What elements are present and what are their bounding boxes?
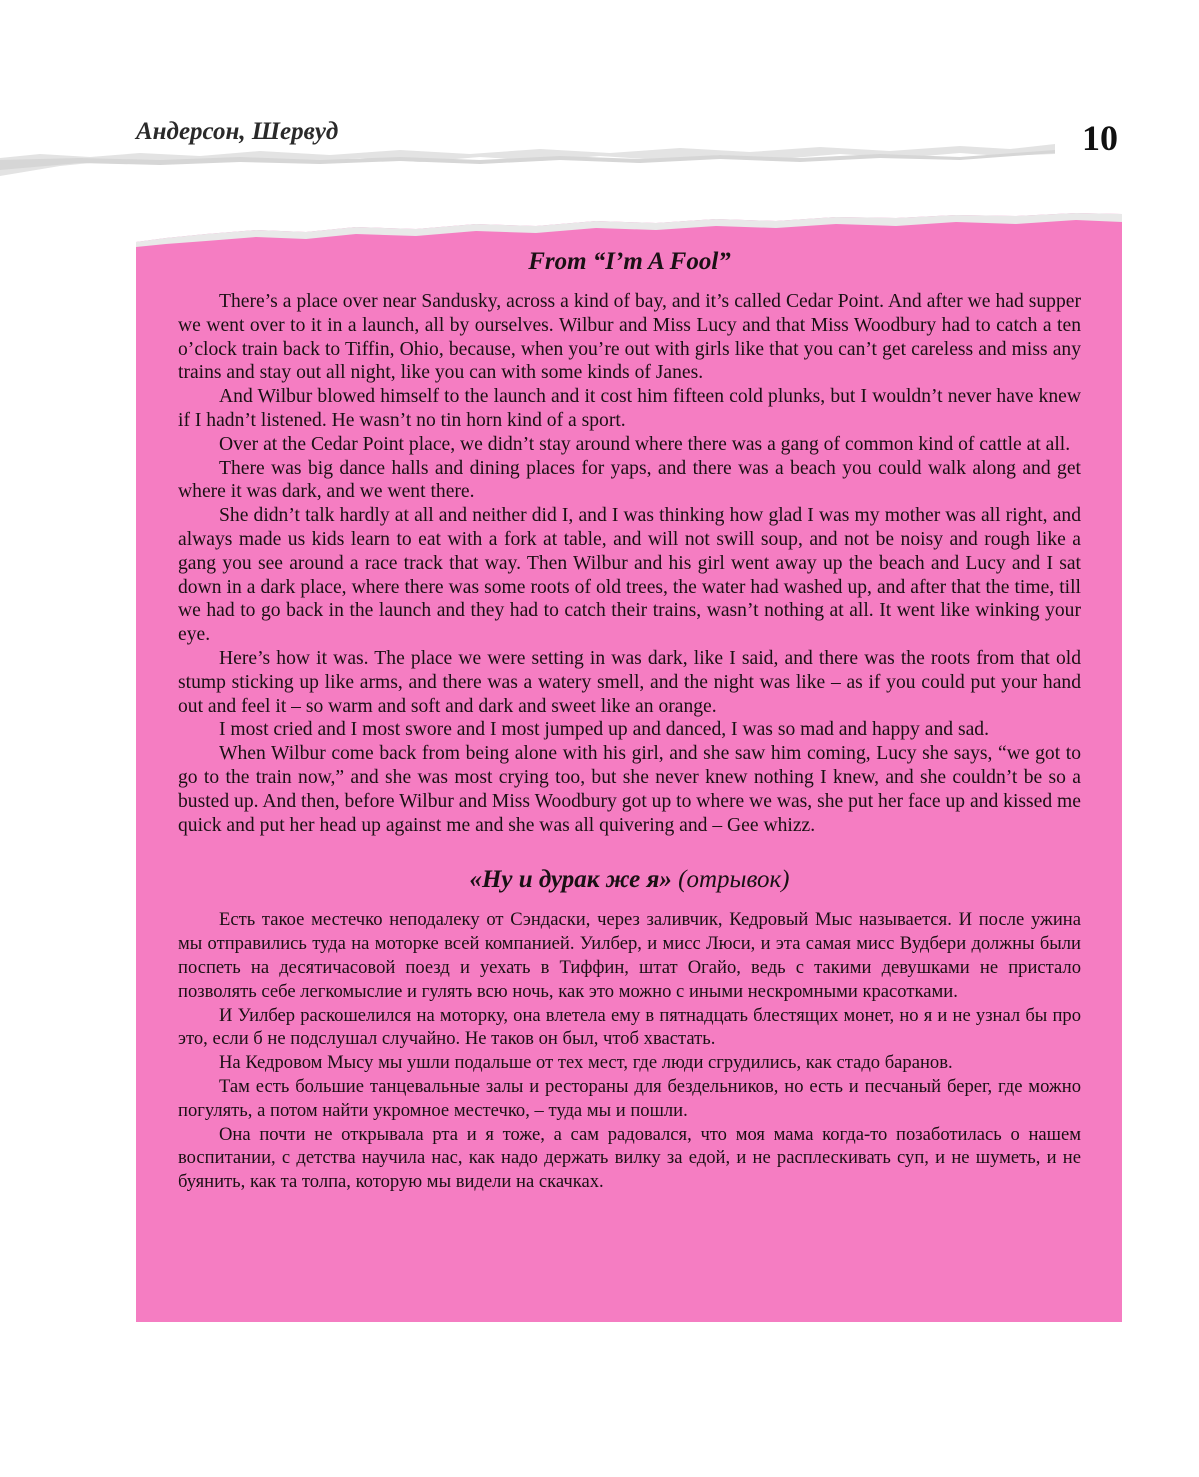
- english-paragraph: She didn’t talk hardly at all and neither did I, and I was thinking how glad I was my mother was all right, and always made us kids learn to eat with a fork at table, and will not swill soup, and not be noisy and rough like a gang you see around a race track that way. Then Wilbur and his girl went away up the beach and Lucy and I sat down in a dark place, where there was some roots of old trees, the water had washed up, and after that the time, till we had to go back in the launch and they had to catch their trains, wasn’t nothing at all. It went like winking your eye.: [178, 505, 1081, 646]
- english-paragraph: And Wilbur blowed himself to the launch and it cost him fifteen cold plunks, but I wouldn’t never have knew if I hadn’t listened. He wasn’t no tin horn kind of a sport.: [178, 386, 1081, 431]
- page-number: 10: [1082, 118, 1118, 158]
- running-header-author: Андерсон, Шервуд: [136, 118, 339, 145]
- english-paragraph: There was big dance halls and dining places for yaps, and there was a beach you could walk along and get where it was dark, and we went there.: [178, 457, 1081, 503]
- russian-excerpt: [178, 908, 1081, 1194]
- english-excerpt: [178, 290, 1081, 837]
- english-paragraph: I most cried and I most swore and I most jumped up and danced, I was so mad and happy and sad.: [219, 719, 989, 741]
- russian-paragraph: Она почти не открывала рта и я тоже, а сам радовался, что моя мама когда-то позаботилась о нашем воспитании, с детства научила нас, как надо держать вилку за едой, и не расплескивать суп, и не шуметь, и не буянить, как та толпа, которую мы видели на скачках.: [178, 1123, 1081, 1193]
- russian-title-subtitle: (отрывок): [678, 866, 790, 894]
- russian-excerpt-title: [178, 864, 1081, 896]
- russian-title-text: «Ну и дурак же я»: [469, 866, 672, 894]
- russian-paragraph: На Кедровом Мысу мы ушли подальше от тех мест, где люди сгрудились, как стадо баранов.: [219, 1052, 953, 1074]
- english-paragraph: When Wilbur come back from being alone with his girl, and she saw him coming, Lucy she says, “we got to go to the train now,” and she was most crying too, but she never knew nothing I knew, and she couldn’t be so a busted up. And then, before Wilbur and Miss Woodbury got up to where we was, she put her face up and kissed me quick and put her head up against me and she was all quivering and – Gee whizz.: [178, 743, 1081, 836]
- english-paragraph: Over at the Cedar Point place, we didn’t stay around where there was a gang of common kind of cattle at all.: [219, 433, 1071, 455]
- russian-paragraph: Там есть большие танцевальные залы и рестораны для бездельников, но есть и песчаный берег, где можно погулять, а потом найти укромное местечко, – туда мы и пошли.: [178, 1075, 1081, 1121]
- russian-paragraph: Есть такое местечко неподалеку от Сэндаски, через заливчик, Кедровый Мыс называется. И после ужина мы отправились туда на моторке всей компанией. Уилбер, и мисс Люси, и эта самая мисс Вудбери должны были поспеть на десятичасовой поезд и уехать в Тиффин, штат Огайо, ведь с такими девушками не пристало позволять себе легкомыслие и гулять всю ночь, как это можно с иными нескромными красотками.: [178, 909, 1081, 1002]
- english-excerpt-title: From “I’m A Fool”: [528, 248, 731, 275]
- english-paragraph: There’s a place over near Sandusky, across a kind of bay, and it’s called Cedar Point. And after we had supper we went over to it in a launch, all by ourselves. Wilbur and Miss Lucy and that Miss Woodbury had to catch a ten o’clock train back to Tiffin, Ohio, because, when you’re out with girls like that you can’t get careless and miss any trains and stay out all night, like you can with some kinds of Janes.: [178, 291, 1081, 384]
- article-content: [178, 246, 1081, 1194]
- english-paragraph: Here’s how it was. The place we were setting in was dark, like I said, and there was the roots from that old stump sticking up like arms, and there was a watery smell, and the night was like – as if you could put your hand out and feel it – so warm and soft and dark and sweet like an orange.: [178, 647, 1081, 717]
- russian-paragraph: И Уилбер раскошелился на моторку, она влетела ему в пятнадцать блестящих монет, но я и не узнал бы про это, если б не подслушал случайно. Не таков он был, чтоб хвастать.: [178, 1004, 1081, 1050]
